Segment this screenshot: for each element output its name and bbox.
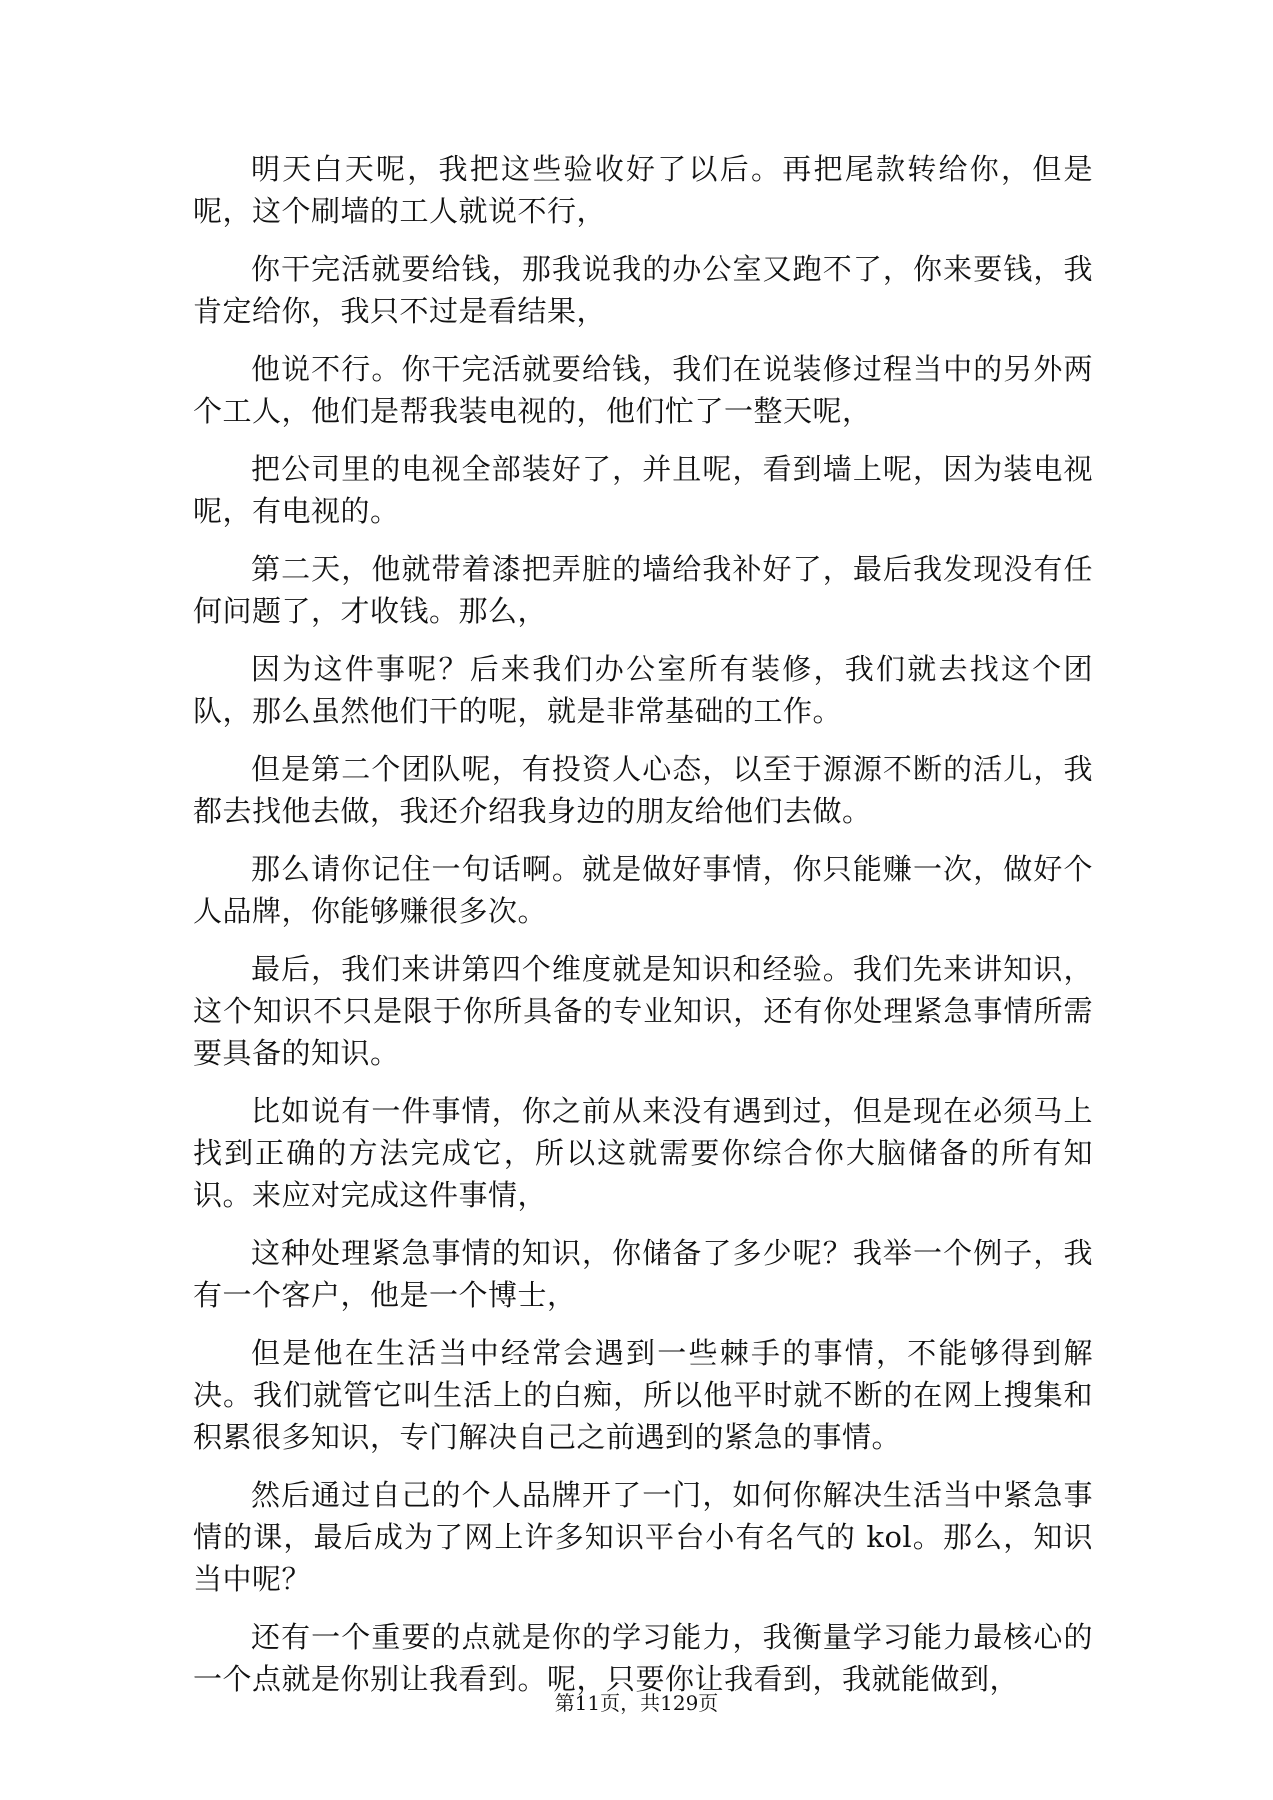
paragraph: 把公司里的电视全部装好了，并且呢，看到墙上呢，因为装电视呢，有电视的。 — [193, 452, 1093, 528]
paragraph: 还有一个重要的点就是你的学习能力，我衡量学习能力最核心的一个点就是你别让我看到。呢，只要你让我看到，我就能做到， — [193, 1620, 1093, 1696]
paragraph: 然后通过自己的个人品牌开了一门，如何你解决生活当中紧急事情的课，最后成为了网上许多知识平台小有名气的 kol。那么，知识当中呢？ — [193, 1478, 1093, 1596]
paragraph: 你干完活就要给钱，那我说我的办公室又跑不了，你来要钱，我肯定给你，我只不过是看结果， — [193, 252, 1093, 328]
document-body — [193, 148, 1093, 1716]
paragraph: 这种处理紧急事情的知识，你储备了多少呢？我举一个例子，我有一个客户，他是一个博士， — [193, 1236, 1093, 1312]
paragraph: 因为这件事呢？后来我们办公室所有装修，我们就去找这个团队，那么虽然他们干的呢，就是非常基础的工作。 — [193, 652, 1093, 728]
paragraph: 比如说有一件事情，你之前从来没有遇到过，但是现在必须马上找到正确的方法完成它，所以这就需要你综合你大脑储备的所有知识。来应对完成这件事情， — [193, 1094, 1093, 1212]
paragraph: 但是他在生活当中经常会遇到一些棘手的事情，不能够得到解决。我们就管它叫生活上的白痴，所以他平时就不断的在网上搜集和积累很多知识，专门解决自己之前遇到的紧急的事情。 — [193, 1336, 1093, 1454]
paragraph: 他说不行。你干完活就要给钱，我们在说装修过程当中的另外两个工人，他们是帮我装电视的，他们忙了一整天呢， — [193, 352, 1093, 428]
page-number-footer: 第11页，共129页 — [554, 1691, 719, 1715]
paragraph: 那么请你记住一句话啊。就是做好事情，你只能赚一次，做好个人品牌，你能够赚很多次。 — [193, 852, 1093, 928]
paragraph: 第二天，他就带着漆把弄脏的墙给我补好了，最后我发现没有任何问题了，才收钱。那么， — [193, 552, 1093, 628]
paragraph: 明天白天呢，我把这些验收好了以后。再把尾款转给你，但是呢，这个刷墙的工人就说不行， — [193, 152, 1093, 228]
paragraph: 但是第二个团队呢，有投资人心态，以至于源源不断的活儿，我都去找他去做，我还介绍我身边的朋友给他们去做。 — [193, 752, 1093, 828]
paragraph: 最后，我们来讲第四个维度就是知识和经验。我们先来讲知识，这个知识不只是限于你所具备的专业知识，还有你处理紧急事情所需要具备的知识。 — [193, 952, 1093, 1070]
